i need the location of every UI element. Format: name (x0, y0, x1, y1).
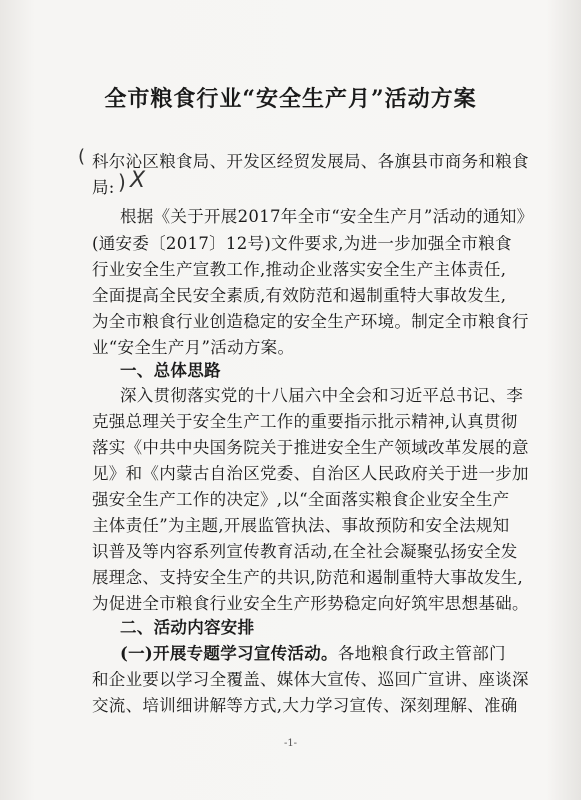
intro-line: 根据《关于开展2017年全市“安全生产月”活动的通知》 (120, 207, 534, 226)
handwritten-close-bracket: ) (118, 170, 126, 194)
addressee-line-1: 科尔沁区粮食局、开发区经贸发展局、各旗县市商务和粮食 (92, 152, 529, 171)
body-line: 识普及等内容系列宣传教育活动,在全社会凝聚弘扬安全发 (92, 542, 518, 561)
body-line: 交流、培训细讲解等方式,大力学习宣传、深刻理解、准确 (92, 696, 518, 715)
body-line: 展理念、支持安全生产的共识,防范和遏制重特大事故发生, (92, 568, 524, 587)
intro-line: 行业安全生产宣教工作,推动企业落实安全生产主体责任, (92, 260, 507, 279)
section-heading: 一、总体思路 (120, 361, 221, 380)
body-text: 各地粮食行政主管部门 (337, 644, 506, 663)
intro-line: 业“安全生产月”活动方案。 (92, 338, 295, 357)
page-number: -1- (283, 738, 298, 749)
body-line: 克强总理关于安全生产工作的重要指示批示精神,认真贯彻 (92, 412, 518, 431)
body-line: 见》和《内蒙古自治区党委、自治区人民政府关于进一步加 (92, 464, 529, 483)
body-line: 落实《中共中央国务院关于推进安全生产领域改革发展的意 (92, 438, 529, 457)
body-line (120, 640, 506, 664)
body-line: 为促进全市粮食行业安全生产形势稳定向好筑牢思想基础。 (92, 594, 529, 613)
intro-line: 为全市粮食行业创造稳定的安全生产环境。制定全市粮食行 (92, 312, 529, 331)
document-title: 全市粮食行业“安全生产月”活动方案 (104, 86, 477, 112)
intro-line: (通安委〔2017〕12号)文件要求,为进一步加强全市粮食 (92, 234, 512, 253)
handwritten-bracket: ( (78, 146, 86, 167)
handwritten-mark: X (130, 168, 146, 193)
addressee-line-2: 局: (92, 178, 115, 197)
body-line: 深入贯彻落实党的十八届六中全会和习近平总书记、李 (120, 386, 524, 405)
body-line: 强安全生产工作的决定》,以“全面落实粮食企业安全生产 (92, 490, 510, 509)
intro-line: 全面提高全民安全素质,有效防范和遏制重特大事故发生, (92, 286, 507, 305)
section-heading: 二、活动内容安排 (120, 618, 255, 637)
body-line: 和企业要以学习全覆盖、媒体大宣传、巡回广宣讲、座谈深 (92, 670, 529, 689)
subsection-heading: (一)开展专题学习宣传活动。 (120, 644, 338, 663)
body-line: 主体责任”为主题,开展监管执法、事故预防和安全法规知 (92, 516, 510, 535)
